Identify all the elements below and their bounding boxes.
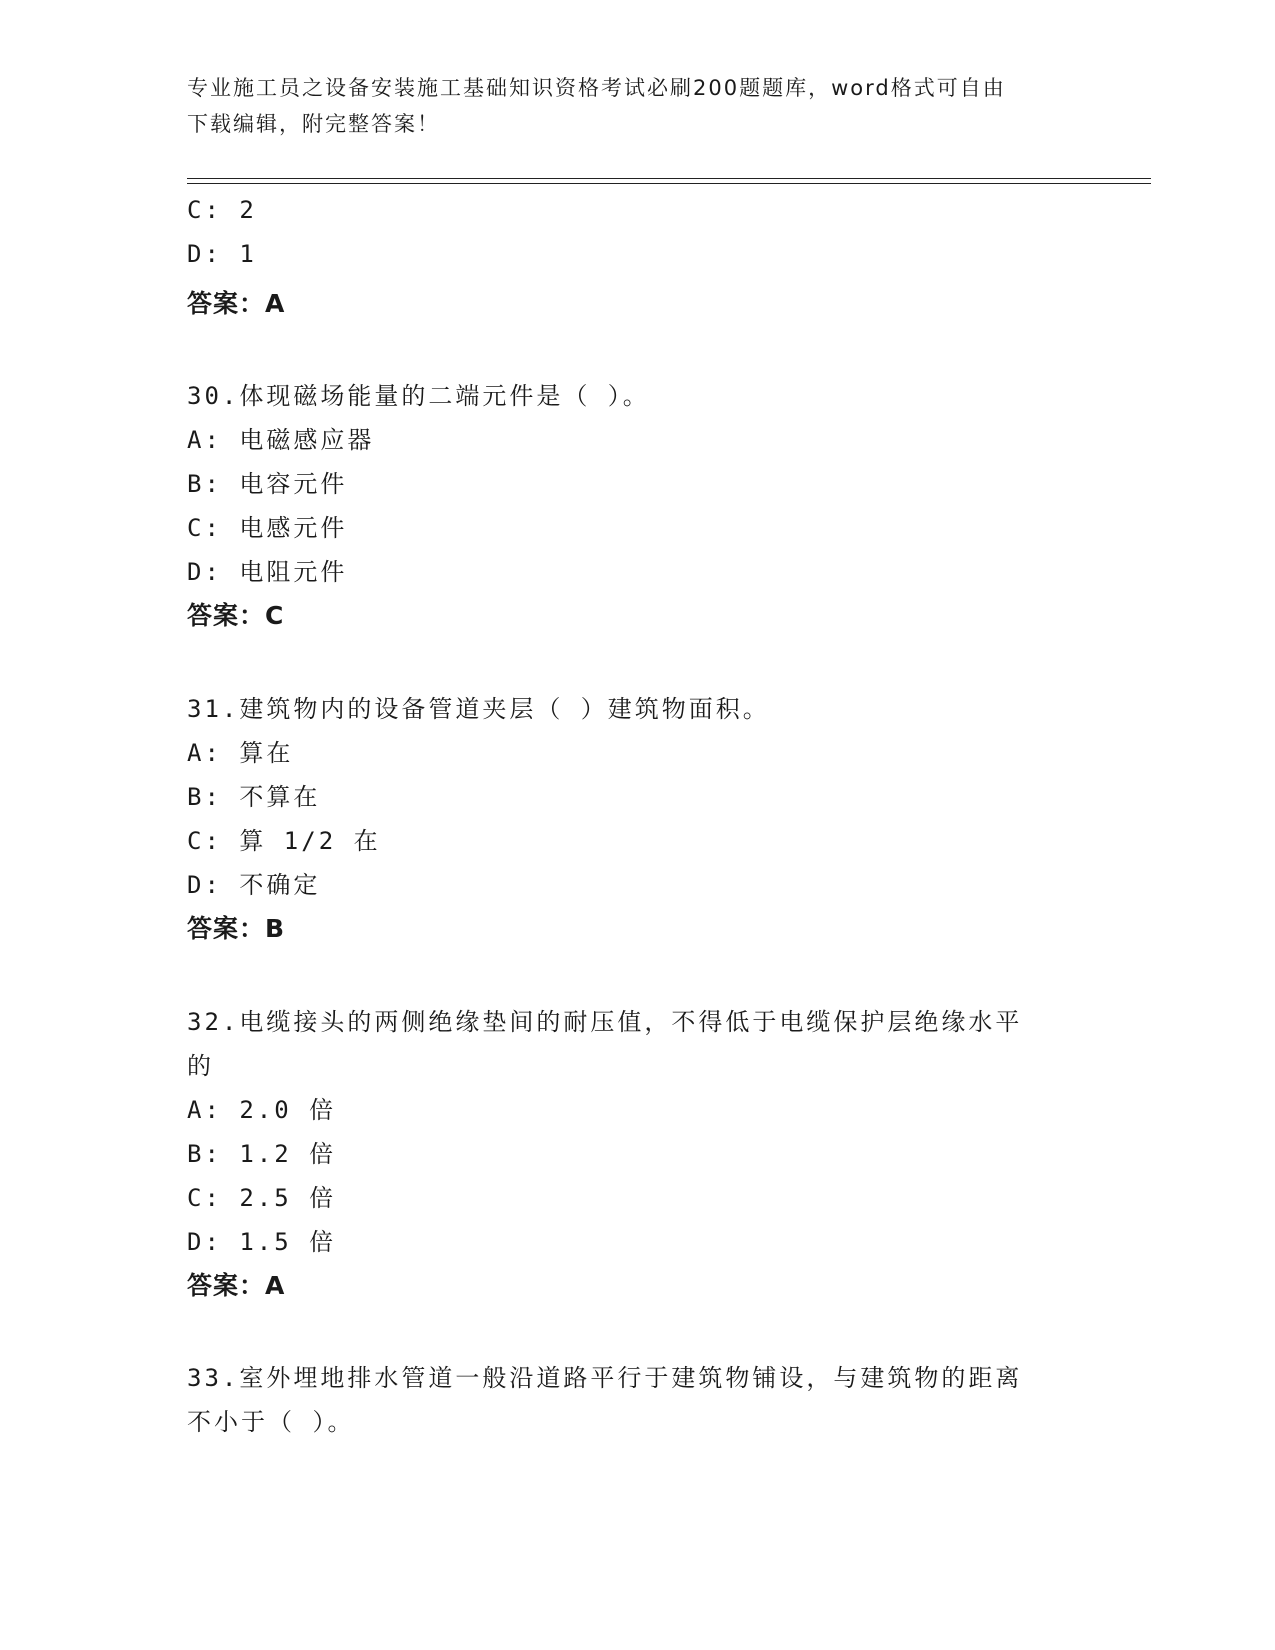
header-divider-bottom — [187, 183, 1151, 184]
q32-stem-line-1: 32.电缆接头的两侧绝缘垫间的耐压值，不得低于电缆保护层绝缘水平 — [187, 1008, 1023, 1036]
q31-option-c: C: 算 1/2 在 — [187, 827, 381, 855]
q32-option-b: B: 1.2 倍 — [187, 1140, 337, 1168]
q32-option-d: D: 1.5 倍 — [187, 1228, 337, 1256]
q31-option-d: D: 不确定 — [187, 871, 321, 899]
q30-option-b: B: 电容元件 — [187, 470, 348, 498]
q31-option-a: A: 算在 — [187, 739, 294, 767]
q30-answer: 答案：C — [187, 601, 285, 630]
q30-option-d: D: 电阻元件 — [187, 558, 348, 586]
q32-option-a: A: 2.0 倍 — [187, 1096, 337, 1124]
q31-answer: 答案：B — [187, 914, 286, 943]
q32-answer: 答案：A — [187, 1271, 286, 1300]
q31-option-b: B: 不算在 — [187, 783, 321, 811]
q32-stem-line-2: 的 — [187, 1052, 214, 1080]
q30-stem: 30.体现磁场能量的二端元件是（ ）。 — [187, 382, 650, 410]
q33-stem-line-1: 33.室外埋地排水管道一般沿道路平行于建筑物铺设，与建筑物的距离 — [187, 1364, 1023, 1392]
prev-answer: 答案：A — [187, 289, 286, 318]
header-divider-top — [187, 178, 1151, 179]
prev-option-c: C: 2 — [187, 196, 257, 224]
q33-stem-line-2: 不小于（ ）。 — [187, 1408, 355, 1436]
q31-stem: 31.建筑物内的设备管道夹层（ ）建筑物面积。 — [187, 695, 770, 723]
q32-option-c: C: 2.5 倍 — [187, 1184, 337, 1212]
prev-option-d: D: 1 — [187, 240, 257, 268]
q30-option-a: A: 电磁感应器 — [187, 426, 375, 454]
q30-option-c: C: 电感元件 — [187, 514, 348, 542]
header-title-line-1: 专业施工员之设备安装施工基础知识资格考试必刷200题题库，word格式可自由 — [187, 76, 1006, 100]
document-header — [187, 70, 1087, 142]
header-title-line-2: 下载编辑，附完整答案！ — [187, 112, 440, 136]
